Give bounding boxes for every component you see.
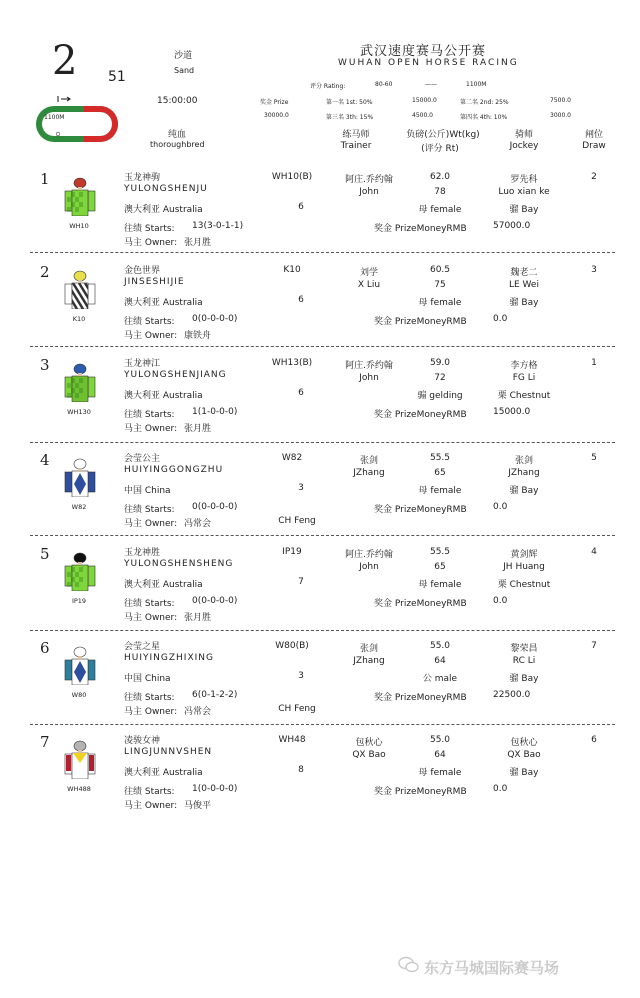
starts-label: 往绩 Starts: [124,224,175,234]
horse-color: 栗 Chestnut [497,580,551,590]
horse-age: 6 [298,295,304,305]
starts-label: 往绩 Starts: [124,505,175,515]
horse-code: W80(B) [275,641,309,651]
prize-money-label: 奖金 PrizeMoneyRMB [374,505,467,515]
silk-code: W80 [71,691,87,699]
horse-country: 澳大利亚 Australia [124,298,203,308]
prize-money: 15000.0 [493,407,531,417]
horse-rating: 75 [434,280,446,290]
silk-code: WH10 [69,222,89,230]
surface-cn: 沙道 [174,51,193,61]
rating-dash: —— [425,81,437,88]
jockey-cn: 罗先科 [510,175,538,185]
horse-sex: 母 female [418,768,462,778]
header-rating: (评分 Rt) [421,144,459,154]
horse-country: 中国 China [124,674,171,684]
prize-money: 0.0 [493,502,508,512]
race-time: 15:00:00 [157,96,198,106]
horse-name-en: YULONGSHENSHENG [124,559,234,569]
trainer-cn: 张剑 [359,644,378,654]
silk-code: WH488 [67,785,91,793]
horse-code: K10 [283,265,301,275]
barrier-draw: 5 [591,453,597,463]
horse-name-en: HUIYINGGONGZHU [124,465,224,475]
owner-name: 张月胜 [184,424,212,434]
horse-sex: 母 female [418,205,462,215]
jockey-silk-icon [63,269,97,309]
horse-rating: 78 [434,187,446,197]
horse-name-cn: 会莹之星 [124,642,161,652]
horse-age: 6 [298,202,304,212]
silk-code: W82 [71,503,87,511]
silk-code: IP19 [71,597,87,605]
horse-sex: 母 female [418,486,462,496]
jockey-cn: 魏老二 [510,268,538,278]
race-number: 2 [52,38,78,84]
rating-label: 评分 Rating: [310,83,346,90]
prize-total: 30000.0 [264,112,289,119]
carried-weight: 55.5 [429,453,451,463]
starts-record: 1(0-0-0-0) [192,784,238,794]
prize-money-label: 奖金 PrizeMoneyRMB [374,410,467,420]
trainer-en: JZhang [353,468,385,478]
horse-sex: 骟 gelding [417,391,463,401]
starts-label: 往绩 Starts: [124,410,175,420]
prize-money: 22500.0 [493,690,531,700]
horse-code: WH48 [278,735,306,745]
jockey-silk-icon [63,739,97,779]
prize-money-label: 奖金 PrizeMoneyRMB [374,693,467,703]
trainer-cn: 包秋心 [355,738,383,748]
row-divider [30,724,615,725]
direction-arrow-icon [61,97,70,101]
horse-rating: 72 [434,373,446,383]
barrier-draw: 3 [591,265,597,275]
owner-name: 马俊平 [184,801,212,811]
horse-rating: 65 [434,468,446,478]
horse-code: WH13(B) [271,358,313,368]
jockey-cn: 包秋心 [510,738,538,748]
rating-range: 80-60 [375,81,393,88]
jockey-cn: 李方格 [510,361,538,371]
horse-name-cn: 凌骏女神 [124,736,161,746]
horse-country: 澳大利亚 Australia [124,580,203,590]
horse-rating: 65 [434,562,446,572]
horse-name-cn: 玉龙神胜 [124,548,161,558]
horse-sex: 公 male [422,674,458,684]
horse-row [0,263,640,357]
starts-label: 往绩 Starts: [124,787,175,797]
header-draw-cn: 闸位 [584,130,603,140]
horse-color: 骝 Bay [509,205,539,215]
starts-record: 6(0-1-2-2) [192,690,238,700]
jockey-en: Luo xian ke [498,187,550,197]
owner-name: 张月胜 [184,613,212,623]
horse-name-cn: 会莹公主 [124,454,161,464]
carried-weight: 60.5 [429,265,451,275]
jockey-en: RC Li [512,656,536,666]
owner-label: 马主 Owner: [124,613,178,623]
starts-label: 往绩 Starts: [124,317,175,327]
jockey-cn: 黎荣昌 [510,644,538,654]
track-label: 1100M [44,114,65,121]
horse-color: 骝 Bay [509,486,539,496]
prize-2-amount: 7500.0 [550,97,571,104]
starts-record: 13(3-0-1-1) [192,221,244,231]
prize-3-label: 第三名 3th: 15% [326,114,374,121]
prize-1-amount: 15000.0 [412,97,437,104]
header-trainer-en: Trainer [340,141,372,151]
jockey-silk-icon [63,551,97,591]
horse-country: 中国 China [124,486,171,496]
horse-name-en: YULONGSHENJIANG [124,370,227,380]
jockey-cn: 黄剑辉 [510,550,538,560]
race-title-en: WUHAN OPEN HORSE RACING [338,58,519,68]
horse-name-en: LINGJUNNVSHEN [124,747,213,757]
row-divider [30,630,615,631]
owner-name: 冯常会 [184,519,212,529]
horse-rating: 64 [434,656,446,666]
horse-age: 3 [298,671,304,681]
owner-name: 康铁舟 [184,331,212,341]
prize-money: 0.0 [493,314,508,324]
trainer-cn: 阿庄.乔约翰 [345,550,393,560]
horse-sex: 母 female [418,298,462,308]
jockey-en: JZhang [508,468,540,478]
prize-money: 0.0 [493,784,508,794]
jockey-silk-icon [63,362,97,402]
starts-record: 0(0-0-0-0) [192,502,238,512]
horse-name-en: YULONGSHENJU [124,184,208,194]
prize-money-label: 奖金 PrizeMoneyRMB [374,317,467,327]
race-title-cn: 武汉速度赛马公开赛 [360,44,487,59]
horse-row [0,451,640,545]
horse-code: W82 [281,453,303,463]
horse-age: 7 [298,577,304,587]
prize-money-label: 奖金 PrizeMoneyRMB [374,787,467,797]
jockey-silk-icon [63,645,97,685]
horse-age: 8 [298,765,304,775]
row-divider [30,252,615,253]
horse-color: 骝 Bay [509,674,539,684]
horse-number: 4 [40,451,50,469]
trainer-en: X Liu [357,280,381,290]
watermark-text: 东方马城国际赛马场 [424,959,560,977]
horse-row [0,733,640,827]
barrier-draw: 1 [591,358,597,368]
header-draw-en: Draw [582,141,606,151]
starts-record: 0(0-0-0-0) [192,314,238,324]
barrier-draw: 4 [591,547,597,557]
starts-label: 往绩 Starts: [124,693,175,703]
carried-weight: 55.0 [429,735,451,745]
barrier-draw: 2 [591,172,597,182]
prize-money: 57000.0 [493,221,531,231]
carried-weight: 59.0 [429,358,451,368]
trainer-cn: 阿庄.乔约翰 [345,175,393,185]
prize-money: 0.0 [493,596,508,606]
silk-code: WH130 [67,408,91,416]
header-jockey-en: Jockey [509,141,539,151]
carried-weight: 55.5 [429,547,451,557]
owner-label: 马主 Owner: [124,801,178,811]
race-distance: 1100M [466,81,487,88]
horse-name-cn: 玉龙神驹 [124,173,161,183]
row-divider [30,535,615,536]
jockey-silk-icon [63,457,97,497]
horse-country: 澳大利亚 Australia [124,391,203,401]
horse-color: 栗 Chestnut [497,391,551,401]
horse-number: 3 [40,356,50,374]
trainer-en: John [359,187,379,197]
trainer-en: John [359,562,379,572]
horse-rating: 64 [434,750,446,760]
owner-label: 马主 Owner: [124,331,178,341]
wechat-icon [398,956,420,974]
barrier-draw: 6 [591,735,597,745]
horse-code: IP19 [282,547,302,557]
prize-4-label: 第四名 4th: 10% [460,114,508,121]
owner-label: 马主 Owner: [124,238,178,248]
horse-number: 2 [40,263,50,281]
jockey-cn: 张剑 [514,456,533,466]
carried-weight: 55.0 [429,641,451,651]
horse-number: 7 [40,733,50,751]
starts-record: 1(1-0-0-0) [192,407,238,417]
horse-name-cn: 金色世界 [124,266,161,276]
horse-country: 澳大利亚 Australia [124,205,203,215]
jockey-en: LE Wei [509,280,539,290]
prize-money-label: 奖金 PrizeMoneyRMB [374,599,467,609]
horse-name-en: HUIYINGZHIXING [124,653,214,663]
horse-number: 5 [40,545,50,563]
horse-age: 6 [298,388,304,398]
prize-1-label: 第一名 1st: 50% [326,99,373,106]
carried-weight: 62.0 [429,172,451,182]
horse-age: 3 [298,483,304,493]
trainer-cn: 阿庄.乔约翰 [345,361,393,371]
trainer-cn: 张剑 [359,456,378,466]
barrier-draw: 7 [591,641,597,651]
horse-code: WH10(B) [271,172,313,182]
header-weight: 负磅(公斤)Wt(kg) [406,130,480,140]
starts-record: 0(0-0-0-0) [192,596,238,606]
horse-number: 1 [40,170,50,188]
row-divider [30,442,615,443]
horse-row [0,170,640,264]
trainer-cn: 刘学 [359,268,378,278]
horse-color: 骝 Bay [509,298,539,308]
owner-label: 马主 Owner: [124,519,178,529]
horse-row [0,639,640,733]
surface-en: Sand [174,66,195,75]
horse-country: 澳大利亚 Australia [124,768,203,778]
owner-label: 马主 Owner: [124,707,178,717]
silk-code: K10 [72,315,86,323]
header-trainer-cn: 练马师 [342,130,370,140]
prize-label: 奖金 Prize [260,99,289,106]
prize-money-label: 奖金 PrizeMoneyRMB [374,224,467,234]
horse-name-cn: 玉龙神江 [124,359,161,369]
trainer-en: John [359,373,379,383]
breed-cn: 纯血 [168,130,187,140]
row-divider [30,346,615,347]
horse-breeder: CH Feng [278,704,316,714]
prize-4-amount: 3000.0 [550,112,571,119]
owner-label: 马主 Owner: [124,424,178,434]
owner-name: 冯常会 [184,707,212,717]
horse-name-en: JINSESHIJIE [124,277,185,287]
horse-sex: 母 female [418,580,462,590]
horse-color: 骝 Bay [509,768,539,778]
prize-2-label: 第二名 2nd: 25% [460,99,509,106]
horse-row [0,545,640,639]
breed-en: thoroughbred [150,140,205,149]
starts-label: 往绩 Starts: [124,599,175,609]
horse-row [0,356,640,450]
horse-breeder: CH Feng [278,516,316,526]
prize-3-amount: 4500.0 [412,112,433,119]
jockey-en: JH Huang [503,562,545,572]
horse-number: 6 [40,639,50,657]
starters-count: 51 [108,69,126,85]
owner-name: 张月胜 [184,238,212,248]
jockey-silk-icon [63,176,97,216]
header-jockey-cn: 骑师 [514,130,533,140]
jockey-en: FG Li [512,373,536,383]
trainer-en: QX Bao [352,750,386,760]
jockey-en: QX Bao [507,750,541,760]
trainer-en: JZhang [353,656,385,666]
